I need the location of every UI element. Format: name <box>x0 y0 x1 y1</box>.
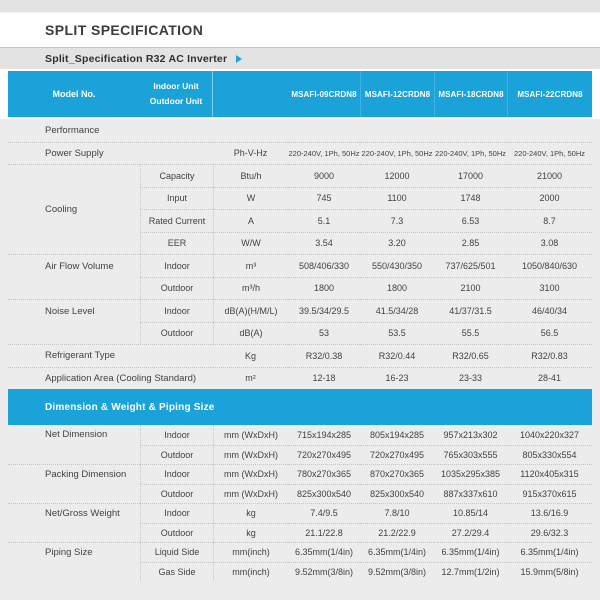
value-cell: 7.4/9.5 <box>288 503 360 523</box>
value-cell: 56.5 <box>507 322 592 345</box>
page-title: SPLIT SPECIFICATION <box>45 22 204 38</box>
value-cell: 220-240V, 1Ph, 50Hz <box>360 142 434 165</box>
value-cell: 12-18 <box>288 367 360 390</box>
value-cell: 765x303x555 <box>434 445 507 465</box>
value-cell: 21.1/22.8 <box>288 523 360 543</box>
model-column-header: MSAFI-12CRDN8 <box>360 71 434 117</box>
value-cell: 805x330x554 <box>507 445 592 465</box>
unit-column-header <box>213 71 288 117</box>
category-cell: Refrigerant Type <box>8 344 213 367</box>
spec-label-cell: Outdoor <box>140 322 213 345</box>
model-column-header: MSAFI-09CRDN8 <box>291 89 357 99</box>
model-column-header: MSAFI-22CRDN8 <box>507 71 592 117</box>
value-cell: 27.2/29.4 <box>434 523 507 543</box>
value-cell: 887x337x610 <box>434 484 507 504</box>
table-header-wrap <box>0 71 600 117</box>
category-cell: Performance <box>45 124 100 136</box>
unit-cell: m² <box>213 367 288 390</box>
spec-label-cell: Capacity <box>140 164 213 187</box>
value-cell: 2100 <box>434 277 507 300</box>
value-cell: 805x194x285 <box>369 429 425 440</box>
value-cell: 1800 <box>360 277 434 300</box>
category-cell: Net/Gross Weight <box>8 503 140 542</box>
unit-cell: mm (WxDxH) <box>213 445 288 465</box>
category-cell: Net Dimension <box>45 429 108 441</box>
category-cell: Application Area (Cooling Standard) <box>8 367 213 390</box>
value-cell: 550/430/350 <box>360 254 434 277</box>
spec-label-cell: Gas Side <box>140 562 213 582</box>
value-cell: 28-41 <box>507 367 592 390</box>
value-cell: 55.5 <box>434 322 507 345</box>
value-cell: 220-240V, 1Ph, 50Hz <box>434 142 507 165</box>
value-cell: 220-240V, 1Ph, 50Hz <box>288 142 360 165</box>
unit-cell: dB(A) <box>213 322 288 345</box>
unit-cell: Kg <box>213 344 288 367</box>
value-cell: 737/625/501 <box>434 254 507 277</box>
unit-cell: mm (WxDxH) <box>213 484 288 504</box>
value-cell: 8.7 <box>507 209 592 232</box>
value-cell: 2.85 <box>434 232 507 255</box>
value-cell: 720x270x495 <box>360 445 434 465</box>
value-cell: 53 <box>288 322 360 345</box>
spec-label-cell: Rated Current <box>140 209 213 232</box>
value-cell: 23-33 <box>434 367 507 390</box>
unit-cell: kg <box>213 503 288 523</box>
value-cell: 9.52mm(3/8in) <box>288 562 360 582</box>
value-cell: 10.85/14 <box>434 503 507 523</box>
spec-label-cell: Indoor <box>140 425 213 445</box>
value-cell: 9.52mm(3/8in) <box>360 562 434 582</box>
spec-label-cell: Indoor <box>140 503 213 523</box>
spec-label-cell: Outdoor <box>140 445 213 465</box>
spec-table-top <box>8 119 592 389</box>
subtitle-link[interactable] <box>45 53 242 65</box>
value-cell: 508/406/330 <box>288 254 360 277</box>
spec-table-bottom <box>8 425 592 581</box>
value-cell: 745 <box>288 187 360 210</box>
value-cell: 12.7mm(1/2in) <box>434 562 507 582</box>
category-cell: Noise Level <box>8 299 140 344</box>
value-cell: 3100 <box>507 277 592 300</box>
value-cell: 6.53 <box>434 209 507 232</box>
title-band <box>0 13 600 47</box>
value-cell: 720x270x495 <box>288 445 360 465</box>
unit-cell: A <box>213 209 288 232</box>
value-cell: 16-23 <box>360 367 434 390</box>
value-cell: 6.35mm(1/4in) <box>288 542 360 562</box>
value-cell: 41/37/31.5 <box>434 299 507 322</box>
value-cell: 957x213x302 <box>443 429 498 440</box>
section-banner-label: Dimension & Weight & Piping Size <box>45 401 215 413</box>
value-cell: 39.5/34/29.5 <box>288 299 360 322</box>
value-cell: 17000 <box>434 164 507 187</box>
value-cell: 6.35mm(1/4in) <box>434 542 507 562</box>
unit-cell: m³ <box>213 254 288 277</box>
table-body-wrap <box>0 119 600 581</box>
value-cell: 3.54 <box>288 232 360 255</box>
spec-label-cell: Indoor <box>140 299 213 322</box>
value-cell: 29.6/32.3 <box>507 523 592 543</box>
spec-label-cell: Indoor <box>140 464 213 484</box>
unit-cell: kg <box>213 523 288 543</box>
unit-cell: mm(inch) <box>213 542 288 562</box>
value-cell: 1748 <box>434 187 507 210</box>
value-cell: 1035x295x385 <box>434 464 507 484</box>
value-cell: 41.5/34/28 <box>360 299 434 322</box>
section-banner <box>8 389 592 425</box>
value-cell: 6.35mm(1/4in) <box>507 542 592 562</box>
value-cell: 1120x405x315 <box>507 464 592 484</box>
category-cell: Air Flow Volume <box>8 254 140 299</box>
value-cell: 2000 <box>507 187 592 210</box>
top-strip <box>0 0 600 13</box>
table-header-row <box>8 71 592 117</box>
spec-label-cell: Outdoor <box>140 523 213 543</box>
value-cell: 780x270x365 <box>288 464 360 484</box>
unit-cell: mm (WxDxH) <box>213 464 288 484</box>
category-cell: Piping Size <box>8 542 140 581</box>
unit-cell: mm (WxDxH) <box>213 425 288 445</box>
value-cell: 3.20 <box>360 232 434 255</box>
value-cell: 220-240V, 1Ph, 50Hz <box>507 142 592 165</box>
value-cell: 825x300x540 <box>360 484 434 504</box>
spec-label-cell: Indoor <box>140 254 213 277</box>
spec-label-cell: Liquid Side <box>140 542 213 562</box>
value-cell: 1800 <box>288 277 360 300</box>
value-cell: 21000 <box>507 164 592 187</box>
value-cell: 870x270x365 <box>360 464 434 484</box>
unit-cell: W/W <box>213 232 288 255</box>
category-cell: Packing Dimension <box>8 464 140 503</box>
value-cell: 53.5 <box>360 322 434 345</box>
value-cell: R32/0.65 <box>434 344 507 367</box>
unit-cell: W <box>213 187 288 210</box>
value-cell: 1040x220x327 <box>519 429 580 440</box>
unit-cell: m³/h <box>213 277 288 300</box>
value-cell: 9000 <box>288 164 360 187</box>
value-cell: 915x370x615 <box>507 484 592 504</box>
value-cell: 7.3 <box>360 209 434 232</box>
value-cell: 1100 <box>360 187 434 210</box>
value-cell: 715x194x285 <box>296 429 352 440</box>
category-cell: Power Supply <box>8 142 213 165</box>
value-cell: 3.08 <box>507 232 592 255</box>
value-cell: 15.9mm(5/8in) <box>507 562 592 582</box>
subtitle-band <box>0 47 600 69</box>
value-cell: 13.6/16.9 <box>507 503 592 523</box>
value-cell: 12000 <box>360 164 434 187</box>
spec-label-cell: Input <box>140 187 213 210</box>
value-cell: 7.8/10 <box>360 503 434 523</box>
value-cell: R32/0.83 <box>507 344 592 367</box>
subtitle-text: Split_Specification R32 AC Inverter <box>45 52 228 65</box>
value-cell: 21.2/22.9 <box>360 523 434 543</box>
value-cell: R32/0.38 <box>288 344 360 367</box>
value-cell: 6.35mm(1/4in) <box>360 542 434 562</box>
model-column-header: MSAFI-18CRDN8 <box>434 71 507 117</box>
spec-label-cell: EER <box>140 232 213 255</box>
indoor-outdoor-header <box>140 71 213 117</box>
unit-cell: dB(A)(H/M/L) <box>213 299 288 322</box>
spec-label-cell: Outdoor <box>140 484 213 504</box>
indoor-unit-label: Indoor Unit <box>153 81 199 91</box>
category-cell: Cooling <box>8 164 140 254</box>
value-cell: 825x300x540 <box>288 484 360 504</box>
spec-label-cell: Outdoor <box>140 277 213 300</box>
unit-cell: Btu/h <box>213 164 288 187</box>
value-cell: 5.1 <box>288 209 360 232</box>
outdoor-unit-label: Outdoor Unit <box>149 96 203 106</box>
unit-cell: mm(inch) <box>213 562 288 582</box>
value-cell: R32/0.44 <box>360 344 434 367</box>
play-arrow-icon <box>236 55 242 63</box>
value-cell: 46/40/34 <box>507 299 592 322</box>
model-no-header: Model No. <box>52 89 96 99</box>
value-cell: 1050/840/630 <box>507 254 592 277</box>
unit-cell: Ph-V-Hz <box>213 142 288 165</box>
